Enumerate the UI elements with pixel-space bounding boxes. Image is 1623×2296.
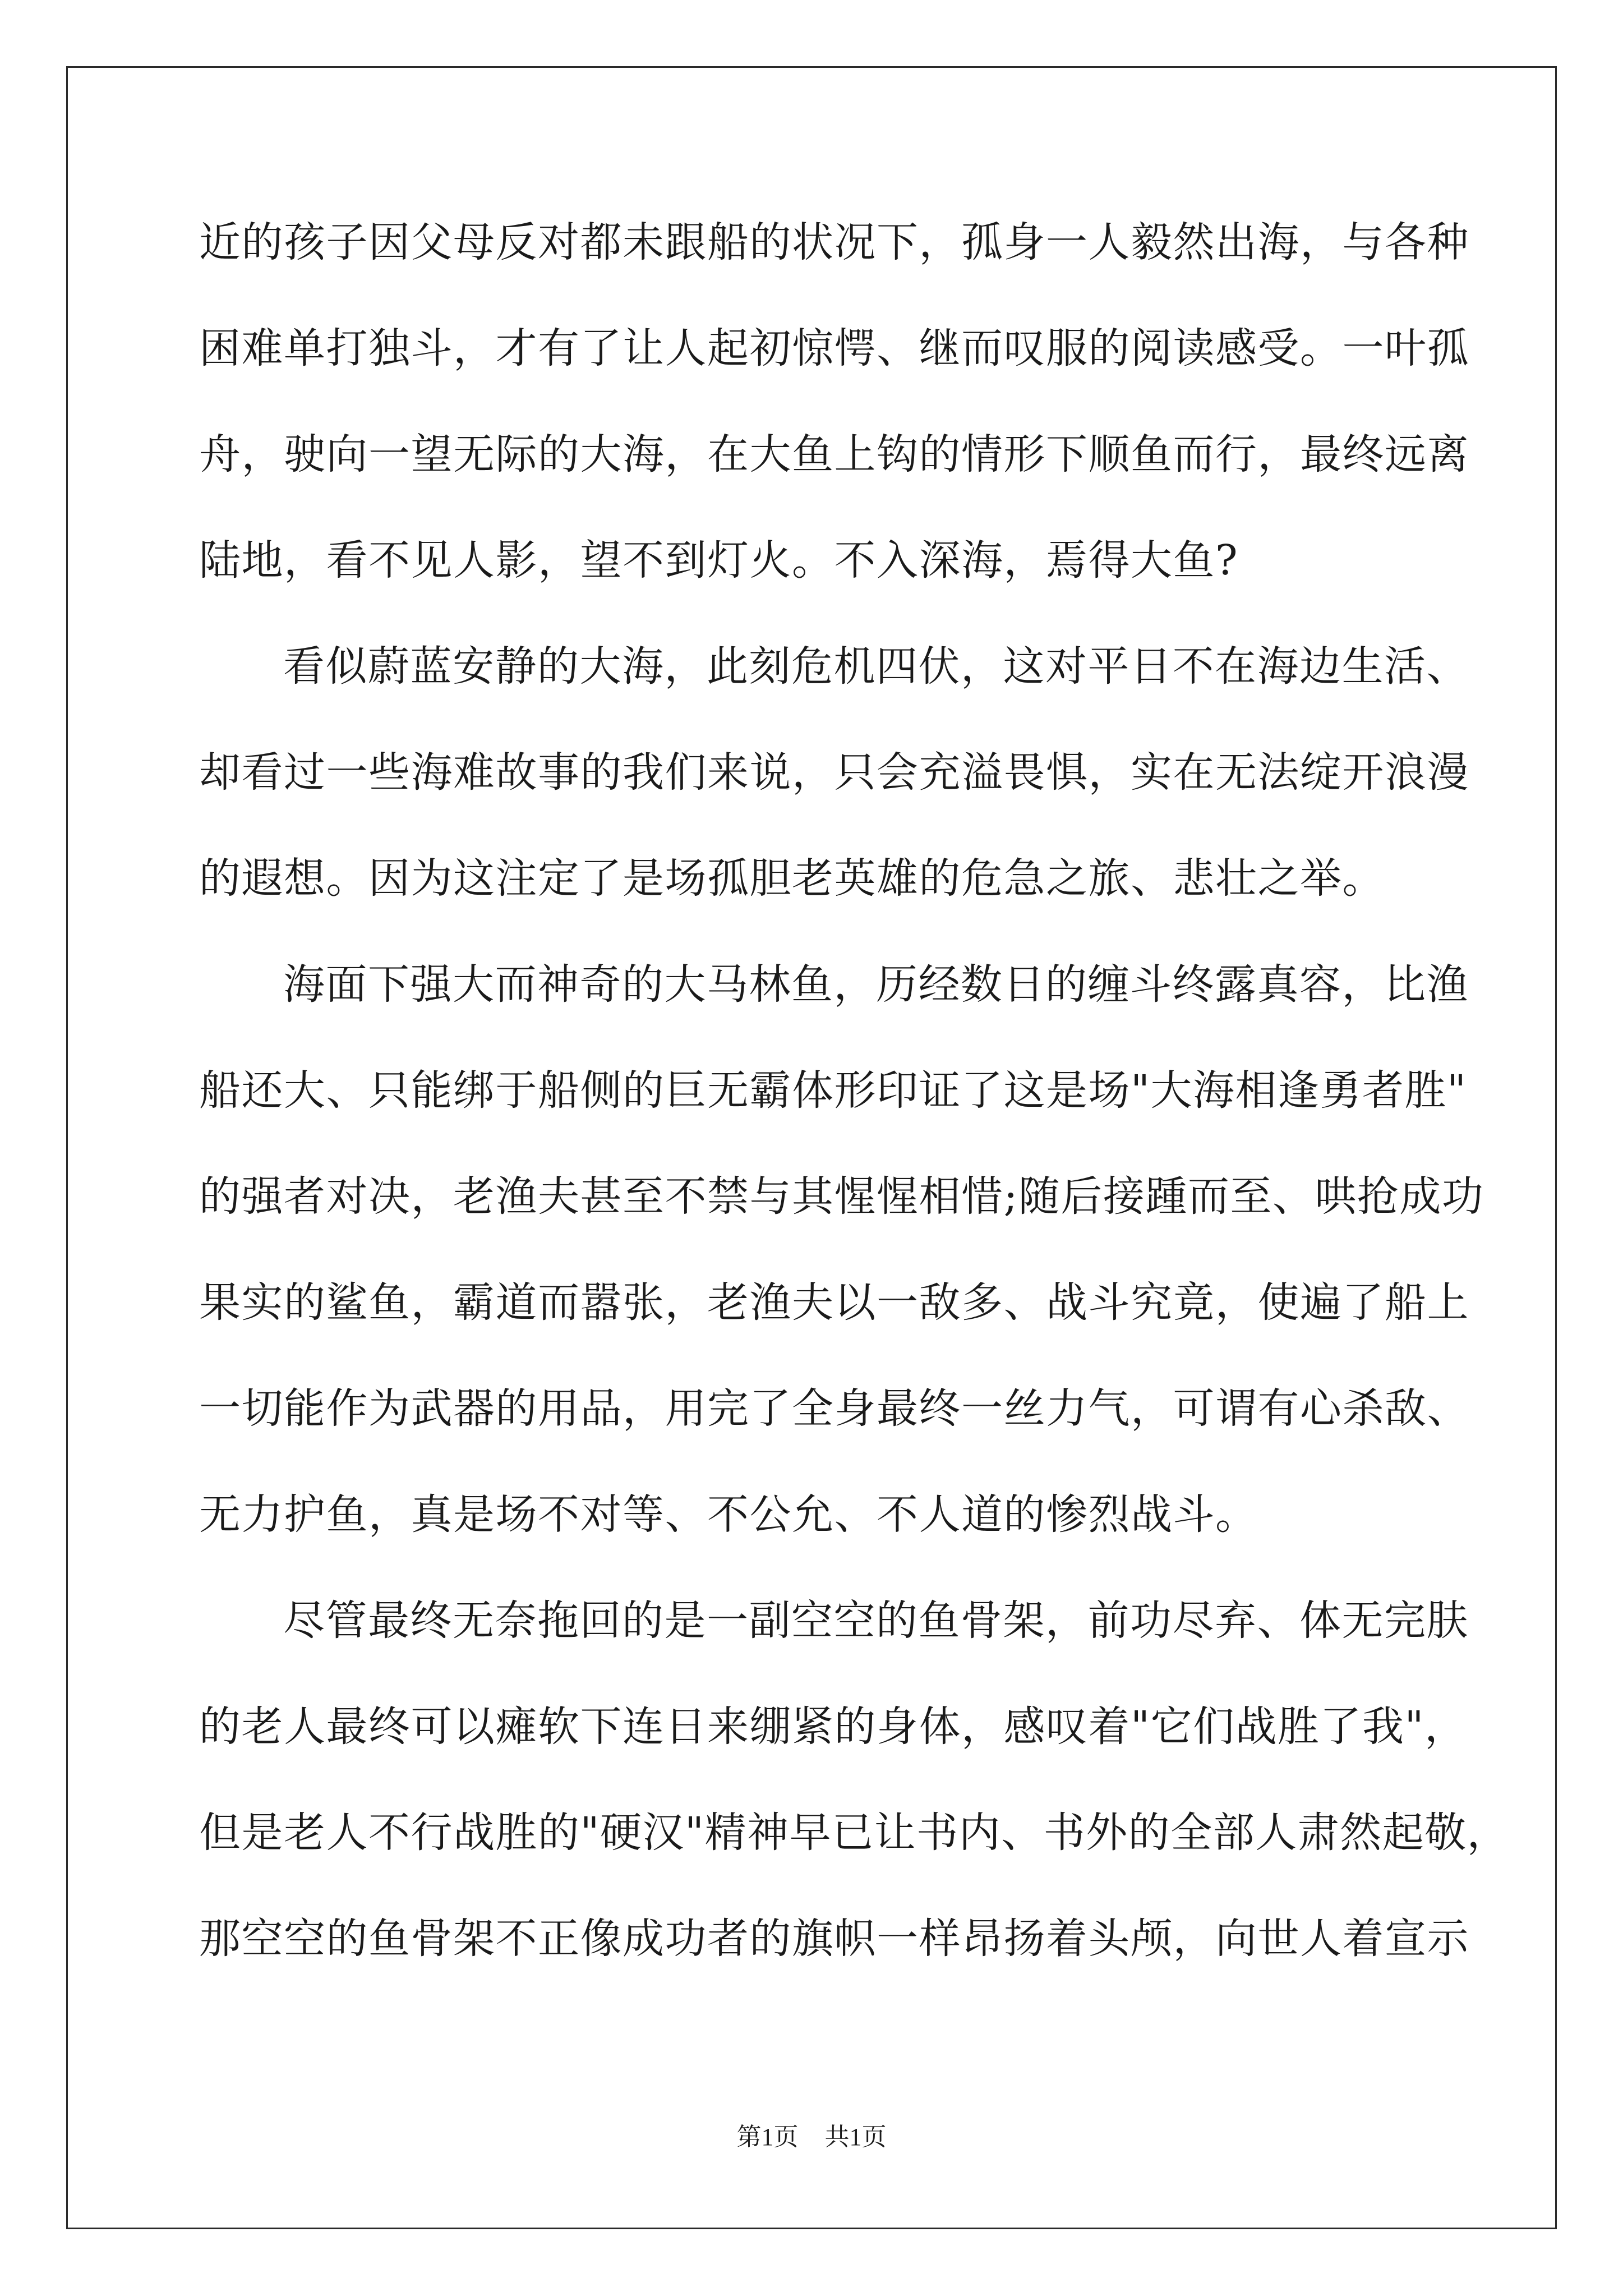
page-number-total: 共1页: [824, 2123, 887, 2151]
text-line: 无力护鱼，真是场不对等、不公允、不人道的惨烈战斗。: [199, 1490, 1258, 1539]
text-line: 近的孩子因父母反对都未跟船的状况下，孤身一人毅然出海，与各种: [199, 218, 1469, 266]
text-line: 海面下强大而神奇的大马林鱼，历经数日的缠斗终露真容，比渔: [283, 960, 1469, 1009]
text-line: 的遐想。因为这注定了是场孤胆老英雄的危急之旅、悲壮之举。: [199, 854, 1385, 903]
text-line: 舟，驶向一望无际的大海，在大鱼上钩的情形下顺鱼而行，最终远离: [199, 430, 1469, 478]
text-line: 的老人最终可以瘫软下连日来绷紧的身体，感叹着"它们战胜了我"，: [199, 1703, 1467, 1751]
text-line: 的强者对决，老渔夫甚至不禁与其惺惺相惜;随后接踵而至、哄抢成功: [199, 1172, 1484, 1221]
text-line: 困难单打独斗，才有了让人起初惊愕、继而叹服的阅读感受。一叶孤: [199, 324, 1469, 372]
text-line: 陆地，看不见人影，望不到灯火。不入深海，焉得大鱼?: [199, 536, 1239, 585]
text-line: 一切能作为武器的用品，用完了全身最终一丝力气，可谓有心杀敌、: [199, 1384, 1469, 1433]
text-line: 却看过一些海难故事的我们来说，只会充溢畏惧，实在无法绽开浪漫: [199, 748, 1469, 797]
document-body: [199, 216, 1510, 2018]
text-line: 看似蔚蓝安静的大海，此刻危机四伏，这对平日不在海边生活、: [283, 642, 1469, 691]
page-footer: [0, 2122, 1623, 2153]
text-line: 但是老人不行战胜的"硬汉"精神早已让书内、书外的全部人肃然起敬，: [199, 1809, 1510, 1857]
text-line: 那空空的鱼骨架不正像成功者的旗帜一样昂扬着头颅，向世人着宣示: [199, 1915, 1469, 1963]
page-number-current: 第1页: [736, 2123, 799, 2151]
text-line: 船还大、只能绑于船侧的巨无霸体形印证了这是场"大海相逢勇者胜": [199, 1066, 1467, 1115]
text-line: 尽管最终无奈拖回的是一副空空的鱼骨架，前功尽弃、体无完肤: [283, 1596, 1469, 1645]
text-line: 果实的鲨鱼，霸道而嚣张，老渔夫以一敌多、战斗究竟，使遍了船上: [199, 1278, 1469, 1327]
